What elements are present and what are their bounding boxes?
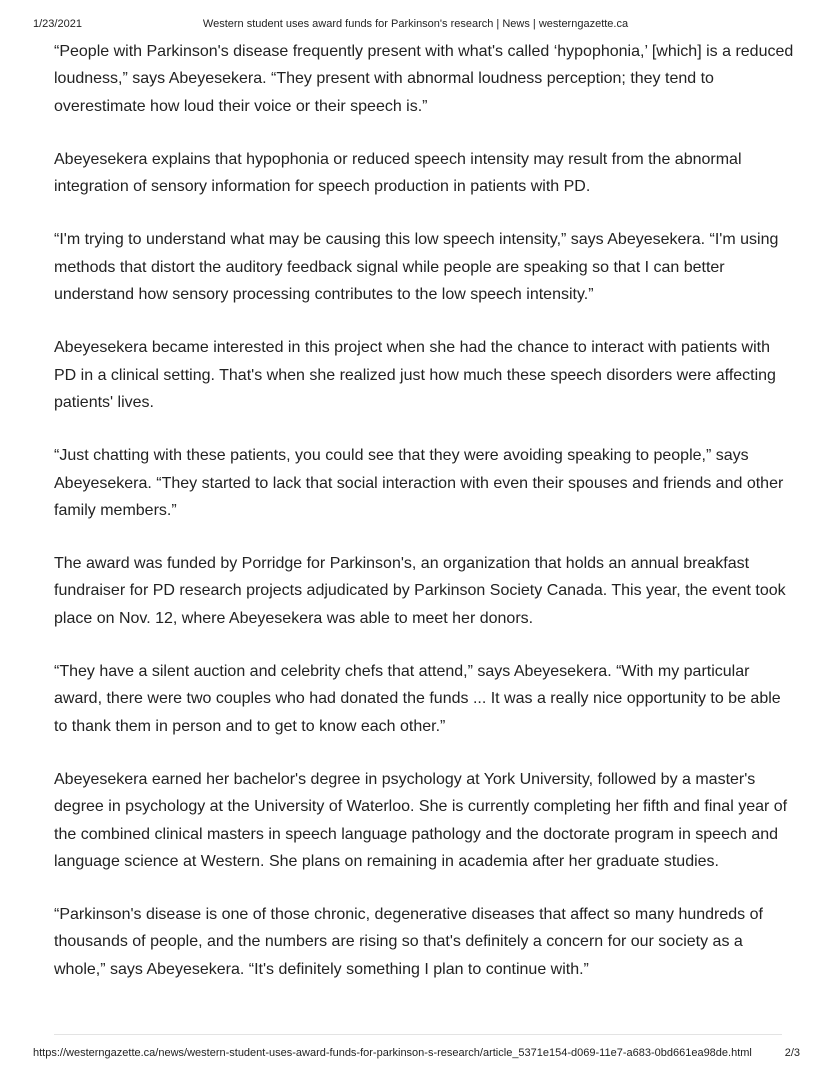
print-page-title: Western student uses award funds for Parkinson's research | News | westerngazette.ca (202, 18, 629, 30)
article-paragraph: “Just chatting with these patients, you could see that they were avoiding speaking to people,” says Abeyesekera. “They started to lack that social interaction with even their spouses and friends and other family members.” (54, 447, 784, 519)
print-url: https://westerngazette.ca/news/western-student-uses-award-funds-for-parkinson-s-research/article_5371e154-d069-11e7-a683-0bd661ea98de.html (33, 1047, 752, 1059)
footer-divider (54, 1034, 782, 1035)
print-header (0, 18, 831, 34)
article-paragraph: The award was funded by Porridge for Parkinson's, an organization that holds an annual breakfast fundraiser for PD research projects adjudicated by Parkinson Society Canada. This year, the event took place on Nov. 12, where Abeyesekera was able to meet her donors. (54, 555, 786, 627)
print-footer (0, 1047, 831, 1063)
article-paragraph: Abeyesekera became interested in this project when she had the chance to interact with patients with PD in a clinical setting. That's when she realized just how much these speech disorders were affecting patients' lives. (54, 339, 776, 411)
article-paragraph: “They have a silent auction and celebrity chefs that attend,” says Abeyesekera. “With my particular award, there were two couples who had donated the funds ... It was a really nice opportunity to be able to thank them in person and to get to know each other.” (54, 663, 781, 735)
article-body (54, 38, 794, 1009)
article-paragraph: Abeyesekera explains that hypophonia or reduced speech intensity may result from the abnormal integration of sensory information for speech production in patients with PD. (54, 150, 742, 196)
article-paragraph: “People with Parkinson's disease frequently present with what's called ‘hypophonia,’ [which] is a reduced loudness,” says Abeyesekera. “They present with abnormal loudness perception; they tend to overestimate how loud their voice or their speech is.” (54, 43, 794, 115)
article-paragraph: “Parkinson's disease is one of those chronic, degenerative diseases that affect so many hundreds of thousands of people, and the numbers are rising so that's definitely a concern for our society as a whole,” says Abeyesekera. “It's definitely something I plan to continue with.” (54, 906, 763, 978)
page-number: 2/3 (784, 1047, 800, 1059)
print-date: 1/23/2021 (33, 18, 82, 30)
article-paragraph: Abeyesekera earned her bachelor's degree in psychology at York University, followed by a master's degree in psychology at the University of Waterloo. She is currently completing her fifth and final year of the combined clinical masters in speech language pathology and the doctorate program in speech and language science at Western. She plans on remaining in academia after her graduate studies. (54, 770, 788, 870)
article-paragraph: “I'm trying to understand what may be causing this low speech intensity,” says Abeyesekera. “I'm using methods that distort the auditory feedback signal while people are speaking so that I can better understand how sensory processing contributes to the low speech intensity.” (54, 231, 779, 304)
